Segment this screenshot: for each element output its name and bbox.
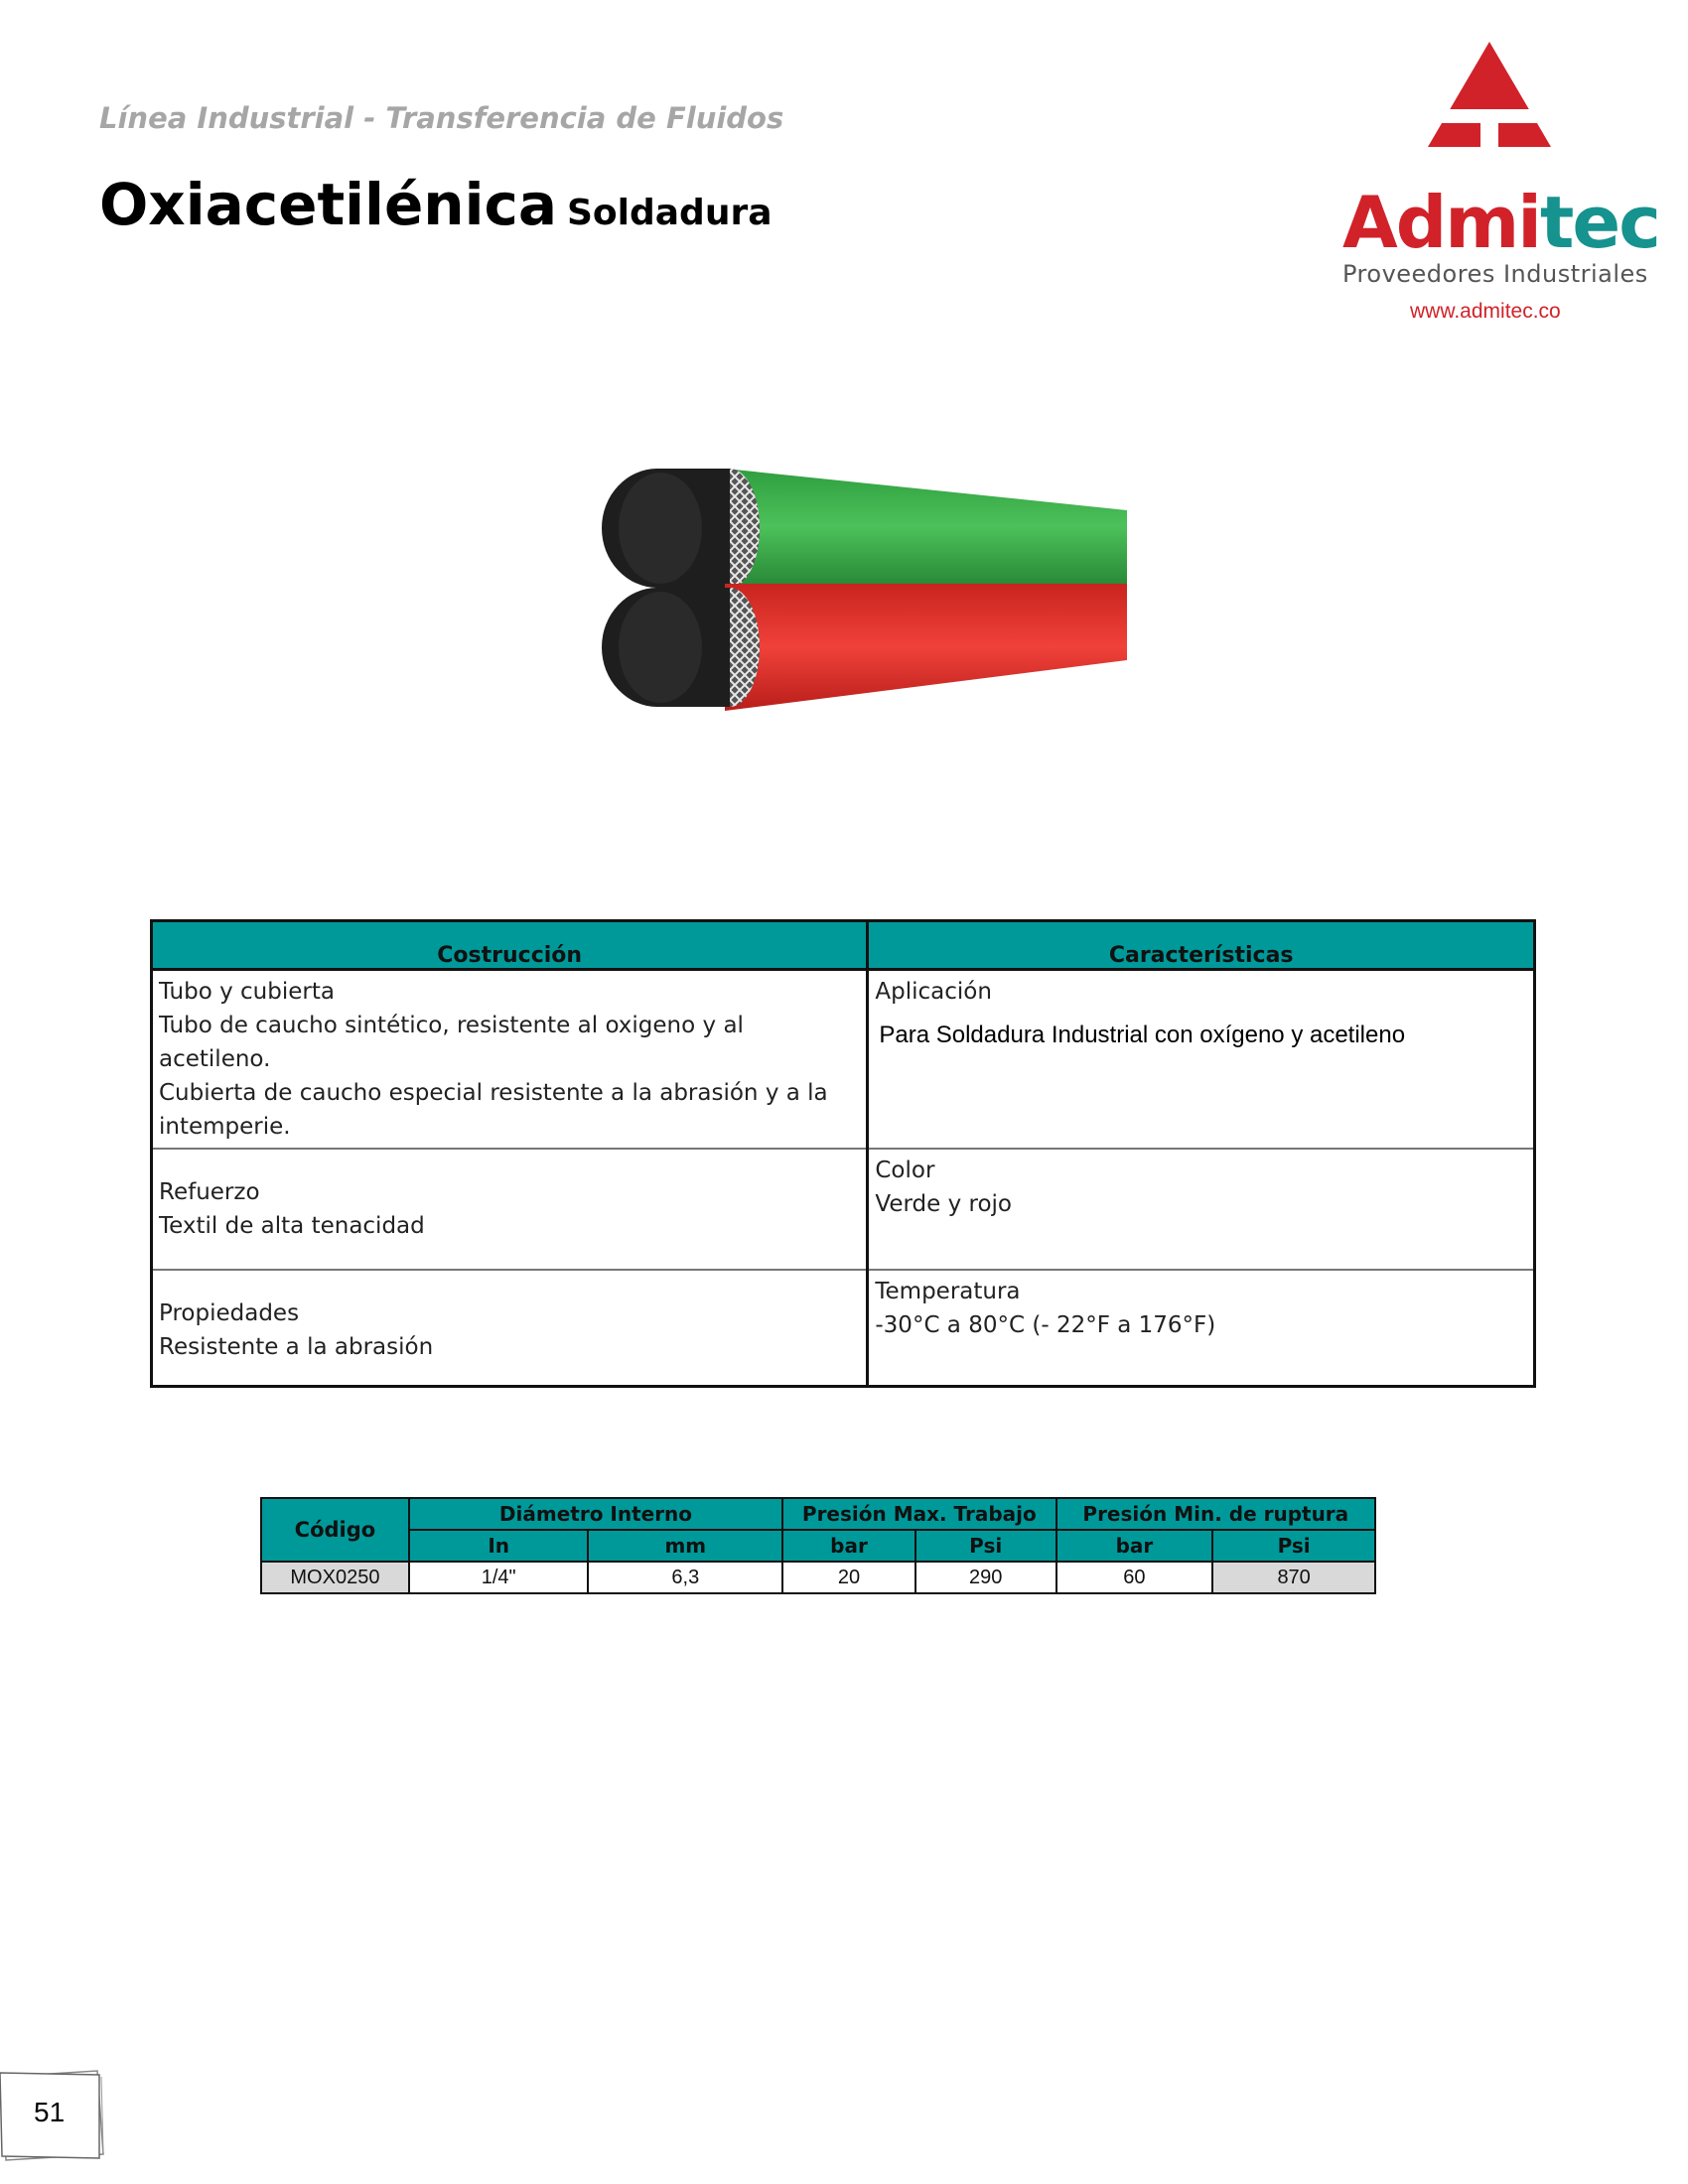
table-row xyxy=(152,1270,1535,1386)
logo-brand: Admitec xyxy=(1342,181,1659,264)
code-header: Código xyxy=(261,1498,409,1562)
temperature-cell: Temperatura -30°C a 80°C (- 22°F a 176°F) xyxy=(868,1270,1535,1386)
mm-header: mm xyxy=(588,1530,782,1562)
work-psi-cell: 290 xyxy=(915,1562,1056,1593)
burst-bar-cell: 60 xyxy=(1056,1562,1213,1593)
burst-pressure-header: Presión Min. de ruptura xyxy=(1056,1498,1375,1530)
work-bar-header: bar xyxy=(782,1530,915,1562)
work-bar-cell: 20 xyxy=(782,1562,915,1593)
admitec-logo xyxy=(1321,40,1659,323)
product-subtitle: Soldadura xyxy=(566,193,773,233)
in-cell: 1/4" xyxy=(409,1562,589,1593)
page-number: 51 xyxy=(34,2097,66,2127)
website-link[interactable]: www.admitec.co xyxy=(1410,300,1561,323)
work-psi-header: Psi xyxy=(915,1530,1056,1562)
in-header: In xyxy=(409,1530,589,1562)
burst-psi-cell: 870 xyxy=(1212,1562,1375,1593)
code-cell: MOX0250 xyxy=(261,1562,409,1593)
specifications-table xyxy=(150,919,1536,1388)
table-row xyxy=(152,970,1535,1150)
codes-table xyxy=(260,1497,1376,1594)
logo-triangle-icon xyxy=(1321,40,1658,189)
color-cell: Color Verde y rojo xyxy=(868,1149,1535,1270)
table-row xyxy=(261,1562,1375,1593)
logo-tagline: Proveedores Industriales xyxy=(1342,260,1648,288)
characteristics-header: Características xyxy=(868,921,1535,970)
mm-cell: 6,3 xyxy=(588,1562,782,1593)
construction-header: Costrucción xyxy=(152,921,868,970)
burst-bar-header: bar xyxy=(1056,1530,1213,1562)
tube-cover-cell: Tubo y cubierta Tubo de caucho sintético, resistente al oxigeno y al acetileno. Cubierta de caucho especial resistente a la abrasión y a la intemperie. xyxy=(152,970,868,1150)
product-name: Oxiacetilénica xyxy=(99,171,557,238)
application-cell: Aplicación Para Soldadura Industrial con oxígeno y acetileno xyxy=(868,970,1535,1150)
section-line: Línea Industrial - Transferencia de Fluidos xyxy=(99,101,784,135)
working-pressure-header: Presión Max. Trabajo xyxy=(782,1498,1055,1530)
hose-pair-image xyxy=(596,467,1152,739)
diameter-header: Diámetro Interno xyxy=(409,1498,782,1530)
reinforcement-cell: Refuerzo Textil de alta tenacidad xyxy=(152,1149,868,1270)
properties-cell: Propiedades Resistente a la abrasión xyxy=(152,1270,868,1386)
burst-psi-header: Psi xyxy=(1212,1530,1375,1562)
page-title xyxy=(99,171,773,238)
table-row xyxy=(152,1149,1535,1270)
